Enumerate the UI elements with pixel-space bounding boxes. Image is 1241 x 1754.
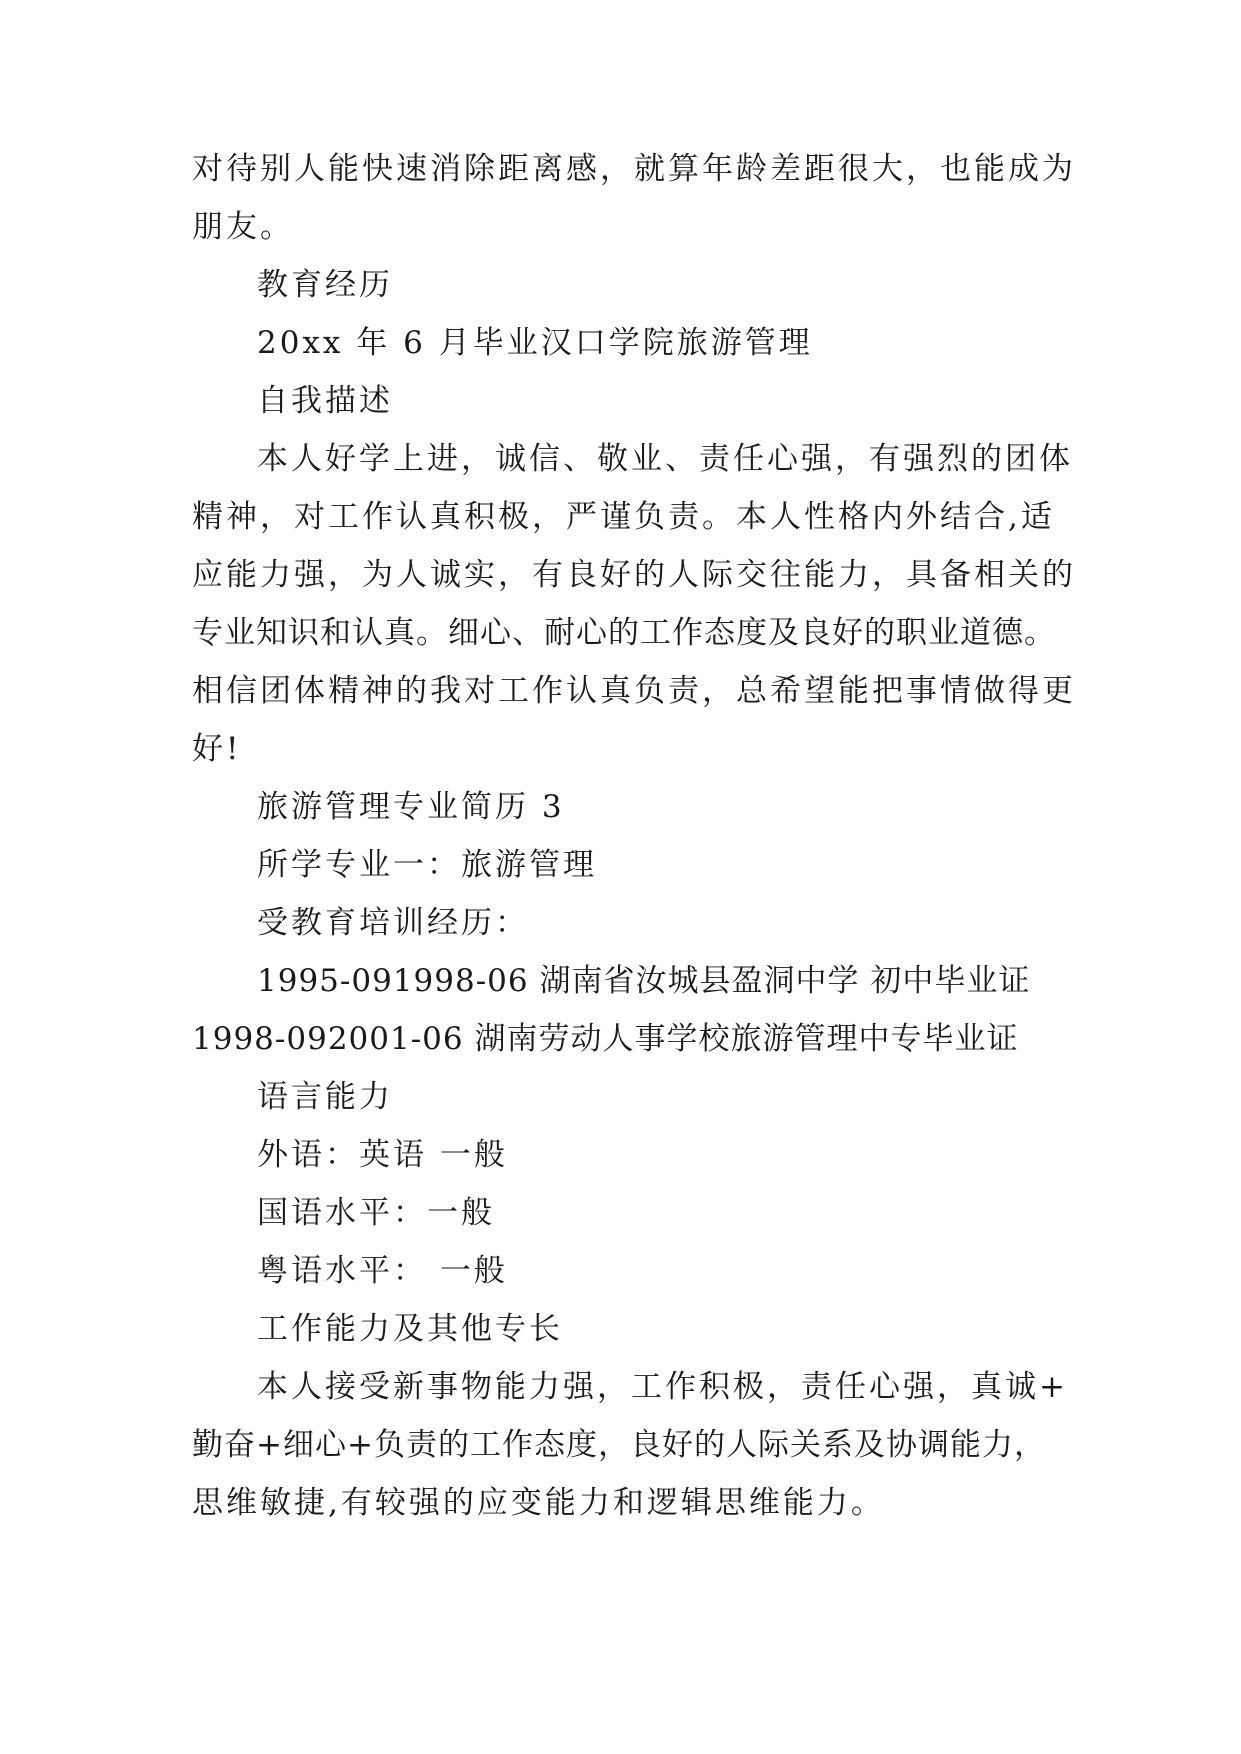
section-heading-training: 受教育培训经历：: [257, 905, 529, 941]
body-text-line: 精神，对工作认真积极，严谨负责。本人性格内外结合,适: [192, 499, 1055, 535]
language-entry: 国语水平：一般: [257, 1195, 495, 1231]
section-heading-language: 语言能力: [257, 1079, 393, 1115]
language-entry: 外语：英语 一般: [257, 1137, 508, 1173]
education-entry: 20xx 年 6 月毕业汉口学院旅游管理: [257, 325, 813, 361]
body-text-line: 对待别人能快速消除距离感，就算年龄差距很大，也能成为: [192, 151, 1076, 187]
section-heading-education: 教育经历: [257, 267, 393, 303]
body-text-line: 思维敏捷,有较强的应变能力和逻辑思维能力。: [192, 1485, 885, 1521]
section-heading-skills: 工作能力及其他专长: [257, 1311, 563, 1347]
body-text-line: 朋友。: [192, 209, 294, 245]
body-text-line: 勤奋+细心+负责的工作态度，良好的人际关系及协调能力，: [192, 1427, 1046, 1463]
body-text-line: 本人接受新事物能力强，工作积极，责任心强，真诚+: [257, 1369, 1068, 1405]
training-entry: 1998-092001-06 湖南劳动人事学校旅游管理中专毕业证: [192, 1021, 1019, 1057]
resume-title: 旅游管理专业简历 3: [257, 789, 565, 825]
body-text-line: 应能力强，为人诚实，有良好的人际交往能力，具备相关的: [192, 557, 1076, 593]
body-text-line: 专业知识和认真。细心、耐心的工作态度及良好的职业道德。: [192, 615, 1056, 651]
language-entry: 粤语水平： 一般: [257, 1253, 508, 1289]
body-text-line: 好!: [192, 731, 242, 767]
section-heading-self-description: 自我描述: [257, 383, 393, 419]
body-text-line: 本人好学上进，诚信、敬业、责任心强，有强烈的团体: [257, 441, 1073, 477]
body-text-line: 相信团体精神的我对工作认真负责，总希望能把事情做得更: [192, 673, 1076, 709]
major-line: 所学专业一：旅游管理: [257, 847, 597, 883]
training-entry: 1995-091998-06 湖南省汝城县盈洞中学 初中毕业证: [257, 963, 1031, 999]
